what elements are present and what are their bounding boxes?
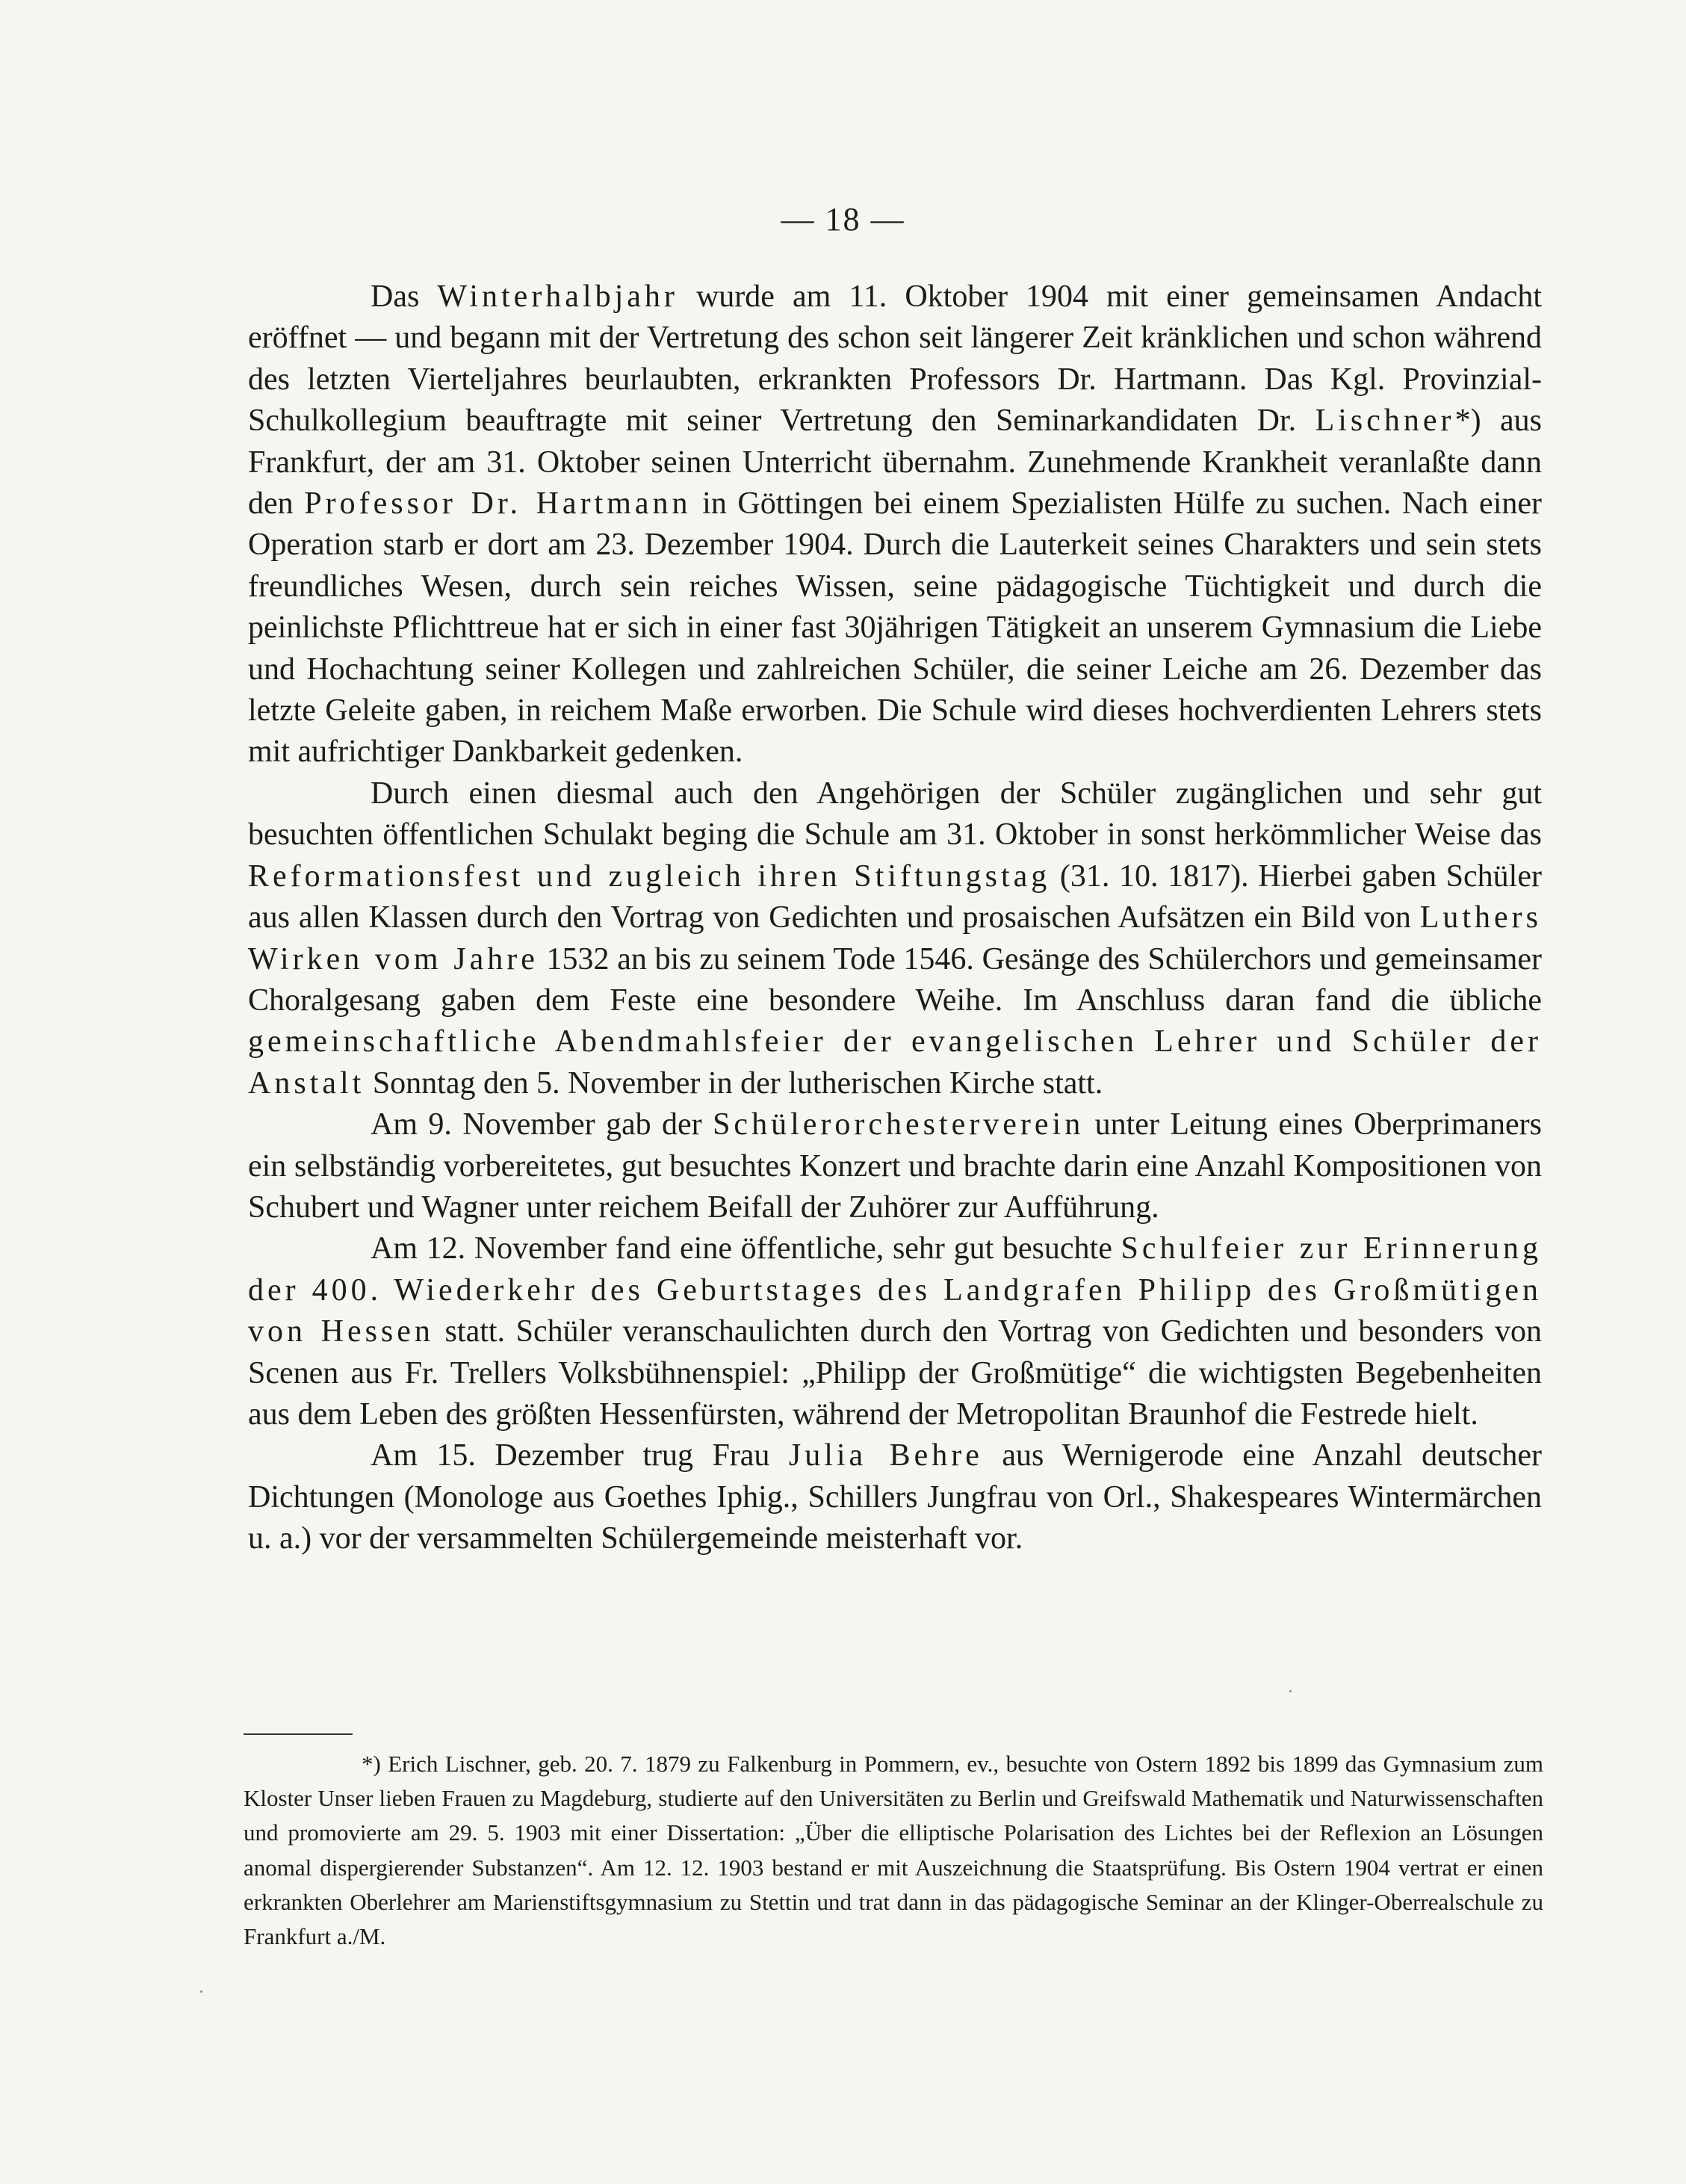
spaced-emphasis-text: Schulfeier zur Erinnerung der 400. Wiederkehr des Geburtstages des Landgrafen Philipp des Großmütigen von Hessen (248, 1231, 1542, 1349)
spaced-emphasis-text: Reformationsfest und zugleich ihren Stiftungstag (248, 859, 1051, 894)
body-text (248, 276, 1542, 1560)
paragraph (248, 1435, 1542, 1559)
paragraph (248, 1104, 1542, 1228)
paragraph (248, 276, 1542, 773)
paper-speck (1289, 1690, 1292, 1692)
text-run: *) aus Frankfurt, der am 31. Oktober seinen Unterricht übernahm. Zunehmende Krankheit veranlaßte dann den (248, 403, 1542, 522)
paragraph (248, 773, 1542, 1104)
text-run: Am 9. November gab der (371, 1107, 713, 1142)
text-run: Das (371, 279, 438, 314)
page-number: — 18 — (781, 201, 905, 238)
paragraph (248, 1228, 1542, 1435)
spaced-emphasis-text: Lischner (1315, 403, 1455, 439)
text-run: Sonntag den 5. November in der lutherischen Kirche statt. (365, 1065, 1103, 1101)
text-run: in Göttingen bei einem Spezialisten Hülfe zu suchen. Nach einer Operation starb er dort am 23. Dezember 1904. Durch die Lauterkeit seines Charakters und sein stets freundliches Wesen, durch sein reiches Wissen, seine pädagogische Tüchtigkeit und durch die peinlichste Pflichttreue hat er sich in einer fast 30jährigen Tätigkeit an unserem Gymnasium die Liebe und Hochachtung seiner Kollegen und zahlreichen Schüler, die seiner Leiche am 26. Dezember das letzte Geleite gaben, in reichem Maße erworben. Die Schule wird dieses hochverdienten Lehrers stets mit aufrichtiger Dankbarkeit gedenken. (248, 486, 1542, 770)
text-run: 1532 an bis zu seinem Tode 1546. Gesänge des Schülerchors und gemeinsamer Choralgesang gaben dem Feste eine besondere Weihe. Im Anschluss daran fand die übliche (248, 941, 1542, 1018)
spaced-emphasis-text: Luthers Wirken vom Jahre (248, 900, 1542, 977)
text-run: aus Wernigerode eine Anzahl deutscher Dichtungen (Monologe aus Goethes Iphig., Schillers Jungfrau von Orl., Shakespeares Wintermärchen u. a.) vor der versammelten Schülergemeinde meisterhaft vor. (248, 1438, 1543, 1556)
text-run: (31. 10. 1817). Hierbei gaben Schüler aus allen Klassen durch den Vortrag von Gedichten und prosaischen Aufsätzen ein Bild von (248, 859, 1542, 935)
spaced-emphasis-text: gemeinschaftliche Abendmahlsfeier der evangelischen Lehrer und Schüler der Anstalt (248, 1024, 1542, 1101)
footnote-divider (244, 1733, 353, 1735)
spaced-emphasis-text: Professor Dr. Hartmann (304, 486, 692, 522)
spaced-emphasis-text: Schülerorchesterverein (713, 1107, 1085, 1142)
text-run: wurde am 11. Oktober 1904 mit einer gemeinsamen Andacht eröffnet — und begann mit der Vertretung des schon seit längerer Zeit kränklichen und schon während des letzten Vierteljahres beurlaubten, erkrankten Professors Dr. Hartmann. Das Kgl. Provinzial-Schulkollegium beauftragte mit seiner Vertretung den Seminarkandidaten Dr. (248, 279, 1542, 439)
text-run: Am 12. November fand eine öffentliche, sehr gut besuchte (371, 1231, 1121, 1266)
text-run: statt. Schüler veranschaulichten durch den Vortrag von Gedichten und besonders von Scenen aus Fr. Trellers Volksbühnenspiel: „Philipp der Großmütige“ die wichtigsten Begebenheiten aus dem Leben des größten Hessenfürsten, während der Metropolitan Braunhof die Festrede hielt. (248, 1314, 1542, 1432)
text-run: unter Leitung eines Oberprimaners ein selbständig vorbereitetes, gut besuchtes Konzert und brachte darin eine Anzahl Kompositionen von Schubert und Wagner unter reichem Beifall der Zuhörer zur Aufführung. (248, 1107, 1542, 1225)
text-run: Am 15. Dezember trug Frau (371, 1438, 789, 1473)
spaced-emphasis-text: Julia Behre (788, 1438, 983, 1473)
text-run: Durch einen diesmal auch den Angehörigen der Schüler zugänglichen und sehr gut besuchten öffentlichen Schulakt beging die Schule am 31. Oktober in sonst herkömmlicher Weise das (248, 776, 1542, 853)
footnote: *) Erich Lischner, geb. 20. 7. 1879 zu Falkenburg in Pommern, ev., besuchte von Ostern 1892 bis 1899 das Gymnasium zum Kloster Unser lieben Frauen zu Magdeburg, studierte auf den Universitäten zu Berlin und Greifswald Mathematik und Naturwissenschaften und promovierte am 29. 5. 1903 mit einer Dissertation: „Über die elliptische Polarisation des Lichtes bei der Reflexion an Lösungen anomal dispergierender Substanzen“. Am 12. 12. 1903 bestand er mit Auszeichnung die Staatsprüfung. Bis Ostern 1904 vertrat er einen erkrankten Oberlehrer am Marienstiftsgymnasium zu Stettin und trat dann in das pädagogische Seminar an der Klinger-Oberrealschule zu Frankfurt a./M. (244, 1751, 1543, 1950)
spaced-emphasis-text: Winterhalbjahr (437, 279, 678, 314)
paper-speck (200, 1990, 202, 1993)
